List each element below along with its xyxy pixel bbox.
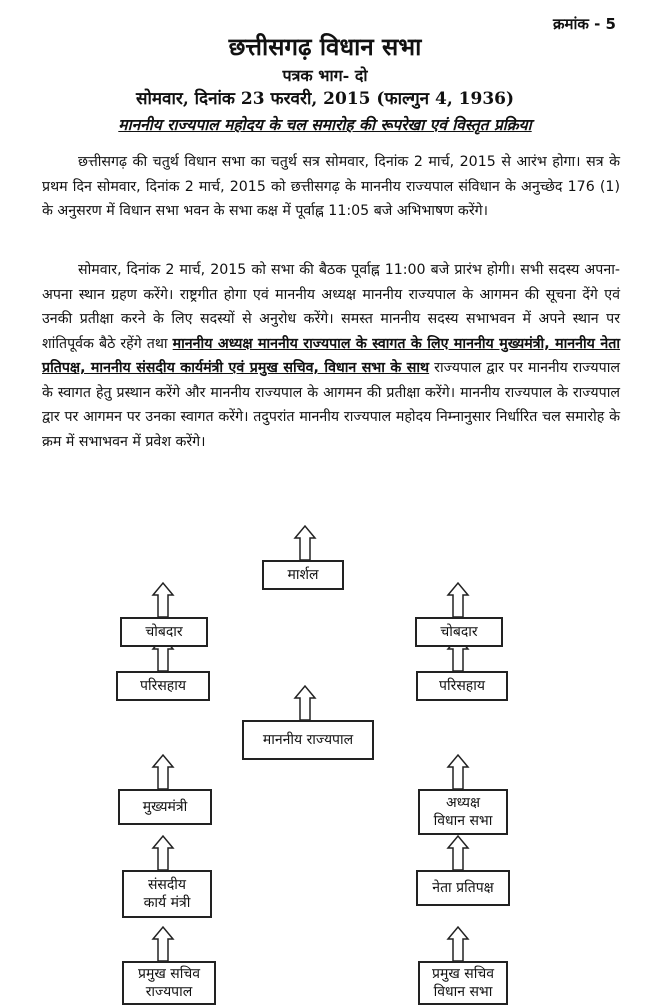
box-chief-minister: मुख्यमंत्री (118, 789, 212, 825)
box-marshal: मार्शल (262, 560, 344, 590)
paragraph-1: छत्तीसगढ़ की चतुर्थ विधान सभा का चतुर्थ सत्र सोमवार, दिनांक 2 मार्च, 2015 से आरंभ होगा। सत्र के प्रथम दिन सोमवार, दिनांक 2 मार्च, 2015 को छत्तीसगढ़ के माननीय राज्यपाल संविधान के अनुच्छेद 176 (1) के अनुसरण में विधान सभा भवन के सभा कक्ष में पूर्वाह्न 11:05 बजे अभिभाषण करेंगे। (42, 154, 620, 219)
paragraph-2-underlined: माननीय अध्यक्ष माननीय राज्यपाल के स्वागत के लिए माननीय मुख्यमंत्री, माननीय नेता प्रतिपक्ष, माननीय संसदीय कार्यमंत्री एवं प्रमुख सचिव, विधान सभा के साथ (42, 335, 621, 376)
section-heading: माननीय राज्यपाल महोदय के चल समारोह की रूपरेखा एवं विस्तृत प्रक्रिया (118, 116, 532, 134)
box-parisahay-left: परिसहाय (116, 671, 210, 701)
arrow-up-icon (295, 686, 315, 720)
arrow-up-icon (153, 583, 173, 617)
box-governor: माननीय राज्यपाल (242, 720, 374, 760)
date-line: सोमवार, दिनांक 23 फरवरी, 2015 (फाल्गुन 4, 1936) (135, 89, 515, 109)
arrow-up-icon (448, 583, 468, 617)
arrow-up-icon (153, 836, 173, 870)
serial-number: क्रमांक - 5 (552, 15, 616, 33)
box-chobdar-right: चोबदार (415, 617, 503, 647)
box-principal-secretary-governor: प्रमुख सचिव राज्यपाल (122, 961, 216, 1005)
paragraph-2 (42, 258, 620, 454)
box-parisahay-right: परिसहाय (416, 671, 508, 701)
box-principal-secretary-assembly: प्रमुख सचिव विधान सभा (418, 961, 508, 1005)
box-speaker: अध्यक्ष विधान सभा (418, 789, 508, 835)
procession-diagram (0, 520, 650, 1008)
arrow-up-icon (153, 927, 173, 961)
paragraph-2-part-c: राज्यपाल द्वार पर माननीय राज्यपाल के स्वागत हेतु प्रस्थान करेंगे और माननीय राज्यपाल के आगमन की प्रतीक्षा करेंगे। माननीय राज्यपाल के राज्यपाल द्वार पर आगमन पर उनका स्वागत करेंगे। तदुपरांत माननीय राज्यपाल महोदय निम्नानुसार निर्धारित चल समारोह के क्रम में सभाभवन में प्रवेश करेंगे। (42, 360, 620, 450)
box-opposition-leader: नेता प्रतिपक्ष (416, 870, 510, 906)
box-chobdar-left: चोबदार (120, 617, 208, 647)
arrow-up-icon (153, 755, 173, 789)
document-title: छत्तीसगढ़ विधान सभा (228, 32, 422, 61)
arrow-up-icon (448, 755, 468, 789)
paragraph-2-part-a: सोमवार, दिनांक 2 मार्च, 2015 को सभा की बैठक पूर्वाह्न 11:00 बजे प्रारंभ होगी। सभी सदस्य अपना-अपना स्थान ग्रहण करेंगे। राष्ट्रगीत होगा एवं माननीय अध्यक्ष माननीय राज्यपाल के आगमन की सूचना देंगे एवं उनकी प्रतीक्षा करने के लिए सदस्यों से अनुरोध करेंगे। समस्त माननीय सदस्य सभाभवन में अपने स्थान पर शांतिपूर्वक बैठे रहेंगे तथा (42, 262, 620, 352)
arrow-up-icon (295, 526, 315, 560)
arrow-up-icon (448, 836, 468, 870)
arrow-up-icon (448, 927, 468, 961)
arrows-layer (0, 520, 650, 1008)
document-subtitle: पत्रक भाग- दो (282, 66, 368, 85)
box-parliamentary-affairs-minister: संसदीय कार्य मंत्री (122, 870, 212, 918)
